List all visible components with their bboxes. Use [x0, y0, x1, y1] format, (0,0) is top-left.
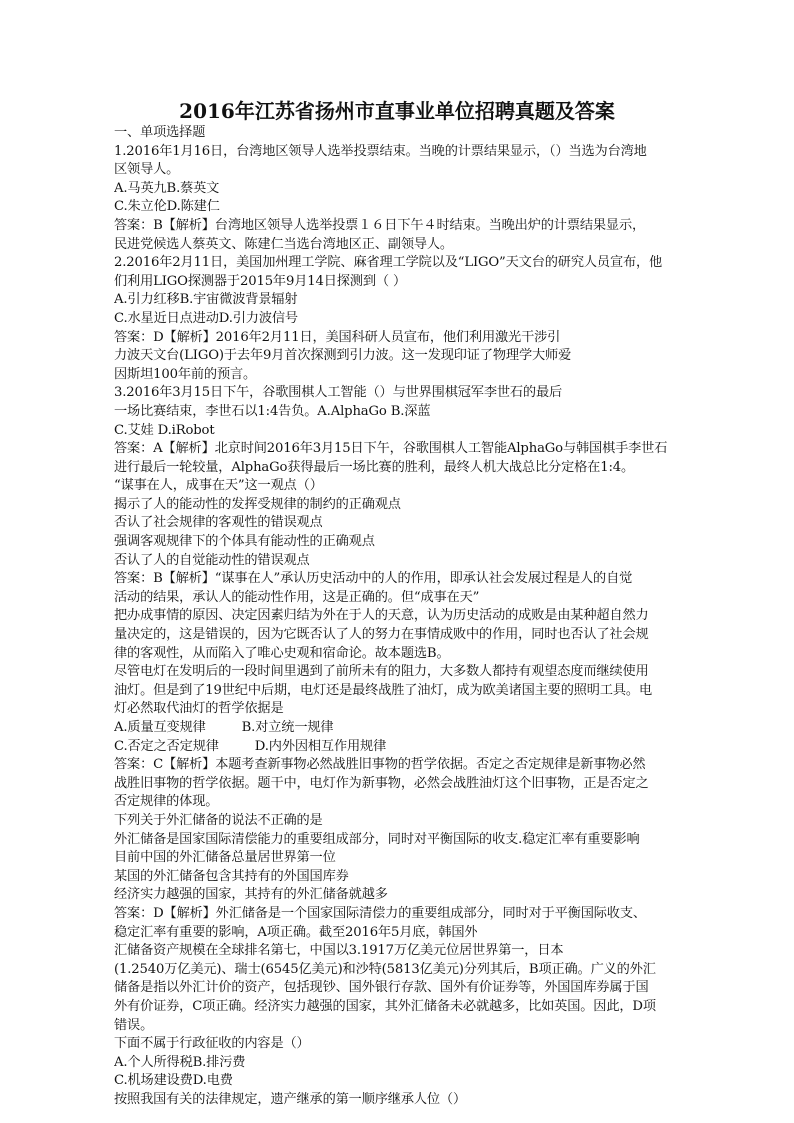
question-1-cont: 区领导人。	[114, 162, 180, 178]
question-2-options-cd: C.水星近日点进动D.引力波信号	[114, 310, 298, 326]
answer-6-cont: 错误。	[114, 1017, 154, 1033]
question-7: 下面不属于行政征收的内容是（）	[114, 1036, 310, 1052]
answer-1: 答案：B【解析】台湾地区领导人选举投票１６日下午４时结束。当晚出炉的计票结果显示，	[114, 217, 646, 233]
answer-6: 答案：D【解析】外汇储备是一个国家国际清偿力的重要组成部分，同时对于平衡国际收支、	[114, 905, 646, 921]
question-6-option: 某国的外汇储备包含其持有的外国国库券	[114, 868, 349, 884]
question-6-option: 经济实力越强的国家，其持有的外汇储备就越多	[114, 887, 388, 903]
question-3-cont: 一场比赛结束，李世石以1:4告负。A.AlphaGo B.深蓝	[114, 403, 431, 419]
section-heading: 一、单项选择题	[114, 125, 206, 140]
question-7-options-ab: A.个人所得税B.排污费	[114, 1054, 246, 1070]
answer-6-cont: 汇储备资产规模在全球排名第七，中国以3.1917万亿美元位居世界第一，日本	[114, 943, 564, 959]
question-5-options-cd	[114, 738, 689, 757]
answer-6-cont: 外有价证券，C项正确。经济实力越强的国家，其外汇储备未必就越多，比如英国。因此，D项	[114, 998, 656, 1014]
question-2-options-ab: A.引力红移B.宇宙微波背景辐射	[114, 292, 298, 308]
question-1-options-ab: A.马英九B.蔡英文	[114, 180, 220, 196]
answer-5-cont: 否定规律的体现。	[114, 794, 219, 810]
answer-4-cont: 律的客观性，从而陷入了唯心史观和宿命论。故本题选B。	[114, 645, 450, 661]
answer-4: 答案：B【解析】“谋事在人”承认历史活动中的人的作用，即承认社会发展过程是人的自觉	[114, 571, 633, 587]
document-body	[114, 124, 689, 1109]
answer-3-cont: 进行最后一轮较量，AlphaGo获得最后一场比赛的胜利，最终人机大战总比分定格在1:4。	[114, 459, 635, 475]
answer-4-cont: 量决定的，这是错误的，因为它既否认了人的努力在事情成败中的作用，同时也否认了社会规	[114, 627, 649, 643]
question-1-options-cd: C.朱立伦D.陈建仁	[114, 199, 220, 215]
option-b: B.对立统一规律	[241, 720, 334, 735]
answer-5-cont: 战胜旧事物的哲学依据。题干中，电灯作为新事物，必然会战胜油灯这个旧事物，正是否定之	[114, 775, 649, 791]
answer-4-cont: 活动的结果，承认人的能动性作用，这是正确的。但“成事在天”	[114, 589, 480, 605]
question-5-cont: 油灯。但是到了19世纪中后期，电灯还是最终战胜了油灯，成为欧美诸国主要的照明工具。电	[114, 682, 652, 698]
question-3-options-cd: C.艾娃 D.iRobot	[114, 422, 215, 438]
question-3: 3.2016年3月15日下午，谷歌围棋人工智能（）与世界围棋冠军李世石的最后	[114, 385, 563, 401]
question-2: 2.2016年2月11日，美国加州理工学院、麻省理工学院以及“LIGO”天文台的研究人员宣布，他	[114, 255, 663, 271]
answer-6-cont: (1.2540万亿美元)、瑞士(6545亿美元)和沙特(5813亿美元)分列其后，B项正确。广义的外汇	[114, 961, 656, 977]
answer-6-cont: 储备是指以外汇计价的资产，包括现钞、国外银行存款、国外有价证券等，外国国库券属于国	[114, 980, 649, 996]
answer-3: 答案：A【解析】北京时间2016年3月15日下午，谷歌围棋人工智能AlphaGo与韩国棋手李世石	[114, 441, 668, 457]
question-5: 尽管电灯在发明后的一段时间里遇到了前所未有的阻力，大多数人都持有观望态度而继续使用	[114, 664, 649, 680]
question-4: “谋事在人，成事在天”这一观点（）	[114, 478, 323, 494]
question-2-cont: 们利用LIGO探测器于2015年9月14日探测到（ ）	[114, 273, 406, 289]
answer-2-cont: 因斯坦100年前的预言。	[114, 366, 257, 382]
answer-2-cont: 力波天文台(LIGO)于去年9月首次探测到引力波。这一发现印证了物理学大师爱	[114, 348, 572, 364]
question-5-cont: 灯必然取代油灯的哲学依据是	[114, 701, 284, 717]
question-4-option: 否认了人的自觉能动性的错误观点	[114, 552, 310, 568]
question-6-option: 外汇储备是国家国际清偿能力的重要组成部分，同时对平衡国际的收支.稳定汇率有重要影响	[114, 831, 640, 847]
option-c: C.否定之否定规律	[114, 738, 219, 754]
answer-1-cont: 民进党候选人蔡英文、陈建仁当选台湾地区正、副领导人。	[114, 236, 453, 252]
answer-6-cont: 稳定汇率有重要的影响，A项正确。截至2016年5月底，韩国外	[114, 924, 478, 940]
question-7-options-cd: C.机场建设费D.电费	[114, 1073, 233, 1089]
option-d: D.内外因相互作用规律	[254, 738, 387, 754]
answer-4-cont: 把办成事情的原因、决定因素归结为外在于人的天意，认为历史活动的成败是由某种超自然力	[114, 608, 649, 624]
answer-5: 答案：C【解析】本题考查新事物必然战胜旧事物的哲学依据。否定之否定规律是新事物必然	[114, 757, 646, 773]
answer-2: 答案：D【解析】2016年2月11日，美国科研人员宣布，他们利用激光干涉引	[114, 329, 561, 345]
document-title: 2016年江苏省扬州市直事业单位招聘真题及答案	[179, 99, 615, 123]
question-5-options-ab	[114, 719, 689, 738]
question-4-option: 否认了社会规律的客观性的错误观点	[114, 515, 323, 531]
option-a: A.质量互变规律	[114, 720, 206, 735]
question-1: 1.2016年1月16日，台湾地区领导人选举投票结束。当晚的计票结果显示，（）当选为台湾地	[114, 143, 647, 159]
question-4-option: 强调客观规律下的个体具有能动性的正确观点	[114, 534, 375, 550]
question-6: 下列关于外汇储备的说法不正确的是	[114, 812, 323, 828]
question-8: 按照我国有关的法律规定，遗产继承的第一顺序继承人位（）	[114, 1091, 467, 1107]
question-4-option: 揭示了人的能动性的发挥受规律的制约的正确观点	[114, 496, 401, 512]
question-6-option: 目前中国的外汇储备总量居世界第一位	[114, 850, 336, 866]
